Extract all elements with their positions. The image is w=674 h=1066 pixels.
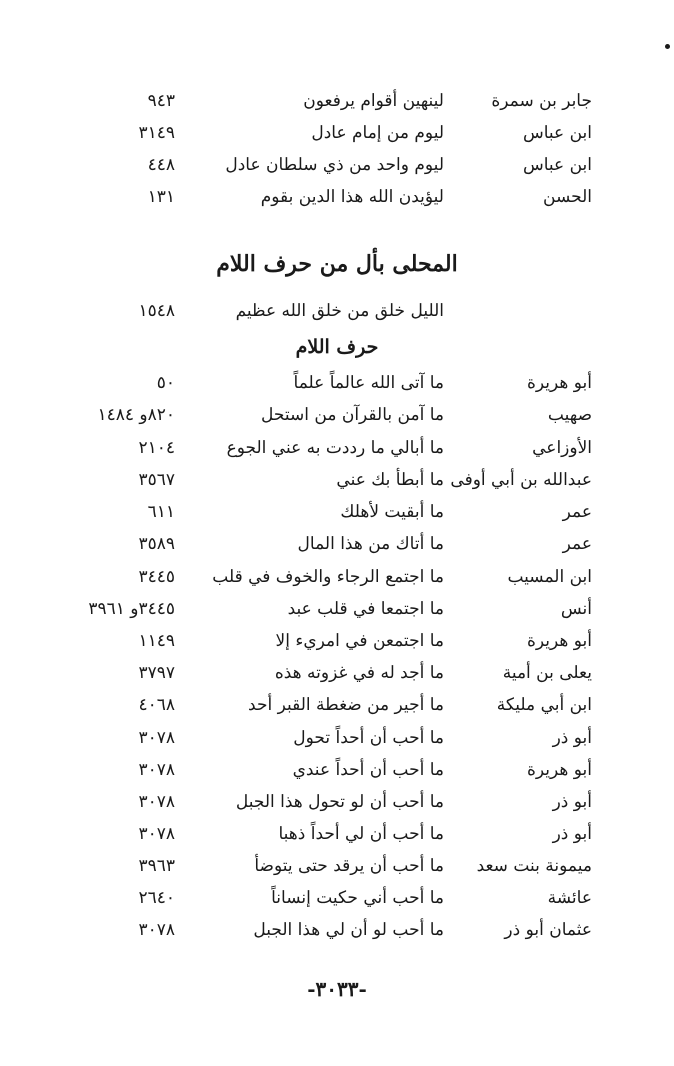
hadith-text: ليؤيدن الله هذا الدين بقوم <box>260 187 444 207</box>
hadith-text: ما أحب أن أحداً عندي <box>292 760 444 780</box>
hadith-text: ما أبطأ بك عني <box>336 470 444 490</box>
hadith-number: ٥٠ <box>156 373 175 393</box>
table-row <box>0 723 674 753</box>
hadith-number: ١١٤٩ <box>138 631 175 651</box>
table-row <box>0 690 674 720</box>
sub-heading: حرف اللام <box>295 336 379 358</box>
hadith-number: ٣٩٦٣ <box>138 856 175 876</box>
table-row <box>0 529 674 559</box>
hadith-text: ليوم واحد من ذي سلطان عادل <box>225 155 444 175</box>
table-row <box>0 465 674 495</box>
hadith-number: ٩٤٣ <box>147 91 175 111</box>
hadith-text: ليوم من إمام عادل <box>311 123 444 143</box>
table-row <box>0 296 674 326</box>
table-row <box>0 851 674 881</box>
table-row <box>0 626 674 656</box>
hadith-number: ٣٠٧٨ <box>138 824 175 844</box>
table-row <box>0 562 674 592</box>
section-heading: المحلى بأل من حرف اللام <box>216 251 458 277</box>
narrator-name: ابن عباس <box>522 155 592 175</box>
narrator-name: أبو ذر <box>552 824 592 844</box>
narrator-name: أنس <box>560 599 592 619</box>
table-row <box>0 150 674 180</box>
hadith-text: ما أحب أن لو تحول هذا الجبل <box>235 792 444 812</box>
table-row <box>0 86 674 116</box>
narrator-name: عمر <box>562 502 592 522</box>
hadith-number: ١٥٤٨ <box>138 301 175 321</box>
hadith-number: ٦١١ <box>147 502 175 522</box>
hadith-text: ما آمن بالقرآن من استحل <box>261 405 444 425</box>
margin-dot <box>665 44 670 49</box>
hadith-number: ٢١٠٤ <box>138 438 175 458</box>
narrator-name: ميمونة بنت سعد <box>476 856 592 876</box>
hadith-text: ما آتى الله عالماً علماً <box>293 373 444 393</box>
narrator-name: أبو هريرة <box>526 760 592 780</box>
narrator-name: جابر بن سمرة <box>491 91 592 111</box>
narrator-name: عائشة <box>547 888 592 908</box>
hadith-number: ٣١٤٩ <box>138 123 175 143</box>
narrator-name: يعلى بن أمية <box>502 663 592 683</box>
hadith-text: ما أحب أن لي أحداً ذهبا <box>278 824 444 844</box>
table-row <box>0 915 674 945</box>
table-row <box>0 118 674 148</box>
hadith-number: ٤٤٨ <box>147 155 175 175</box>
hadith-text: ما اجتمعا في قلب عبد <box>287 599 444 619</box>
narrator-name: أبو هريرة <box>526 631 592 651</box>
narrator-name: أبو هريرة <box>526 373 592 393</box>
hadith-number: ٣٥٦٧ <box>138 470 175 490</box>
hadith-number: ١٣١ <box>147 187 175 207</box>
hadith-text: ما أبقيت لأهلك <box>340 502 444 522</box>
table-row <box>0 883 674 913</box>
hadith-number: ٣٠٧٨ <box>138 760 175 780</box>
table-row <box>0 594 674 624</box>
table-row <box>0 497 674 527</box>
table-row <box>0 819 674 849</box>
hadith-number: ٣٠٧٨ <box>138 792 175 812</box>
narrator-name: عبدالله بن أبي أوفى <box>450 470 592 490</box>
hadith-text: الليل خلق من خلق الله عظيم <box>235 301 444 321</box>
table-row <box>0 433 674 463</box>
narrator-name: الأوزاعي <box>532 438 592 458</box>
hadith-text: ما أحب أن أحداً تحول <box>293 728 444 748</box>
hadith-text: ما أجير من ضغطة القبر أحد <box>248 695 444 715</box>
narrator-name: عثمان أبو ذر <box>504 920 592 940</box>
table-row <box>0 400 674 430</box>
hadith-text: ما أتاك من هذا المال <box>297 534 444 554</box>
hadith-number: ٢٦٤٠ <box>138 888 175 908</box>
narrator-name: ابن عباس <box>522 123 592 143</box>
narrator-name: صهيب <box>547 405 592 425</box>
narrator-name: ابن أبي مليكة <box>496 695 592 715</box>
narrator-name: ابن المسيب <box>507 567 592 587</box>
table-row <box>0 755 674 785</box>
hadith-text: ما اجتمعن في امريء إلا <box>275 631 444 651</box>
narrator-name: أبو ذر <box>552 792 592 812</box>
narrator-name: أبو ذر <box>552 728 592 748</box>
table-row <box>0 182 674 212</box>
page-number: -٣٠٣٣- <box>307 977 367 1001</box>
hadith-text: ما أجد له في غزوته هذه <box>274 663 444 683</box>
hadith-number: ٣٧٩٧ <box>138 663 175 683</box>
hadith-text: لينهين أقوام يرفعون <box>303 91 444 111</box>
hadith-number: ٣٠٧٨ <box>138 920 175 940</box>
narrator-name: عمر <box>562 534 592 554</box>
hadith-number: ٣٤٤٥و ٣٩٦١ <box>88 599 175 619</box>
table-row <box>0 787 674 817</box>
hadith-number: ٤٠٦٨ <box>138 695 175 715</box>
hadith-text: ما أحب أن يرقد حتى يتوضأ <box>254 856 444 876</box>
hadith-number: ٣٠٧٨ <box>138 728 175 748</box>
hadith-text: ما أحب أني حكيت إنساناً <box>271 888 444 908</box>
hadith-text: ما اجتمع الرجاء والخوف في قلب <box>212 567 444 587</box>
hadith-number: ٣٤٤٥ <box>138 567 175 587</box>
hadith-number: ٨٢٠و ١٤٨٤ <box>97 405 175 425</box>
hadith-number: ٣٥٨٩ <box>138 534 175 554</box>
hadith-text: ما أبالي ما رددت به عني الجوع <box>226 438 444 458</box>
hadith-text: ما أحب لو أن لي هذا الجبل <box>253 920 444 940</box>
table-row <box>0 658 674 688</box>
table-row <box>0 368 674 398</box>
narrator-name: الحسن <box>543 187 592 207</box>
